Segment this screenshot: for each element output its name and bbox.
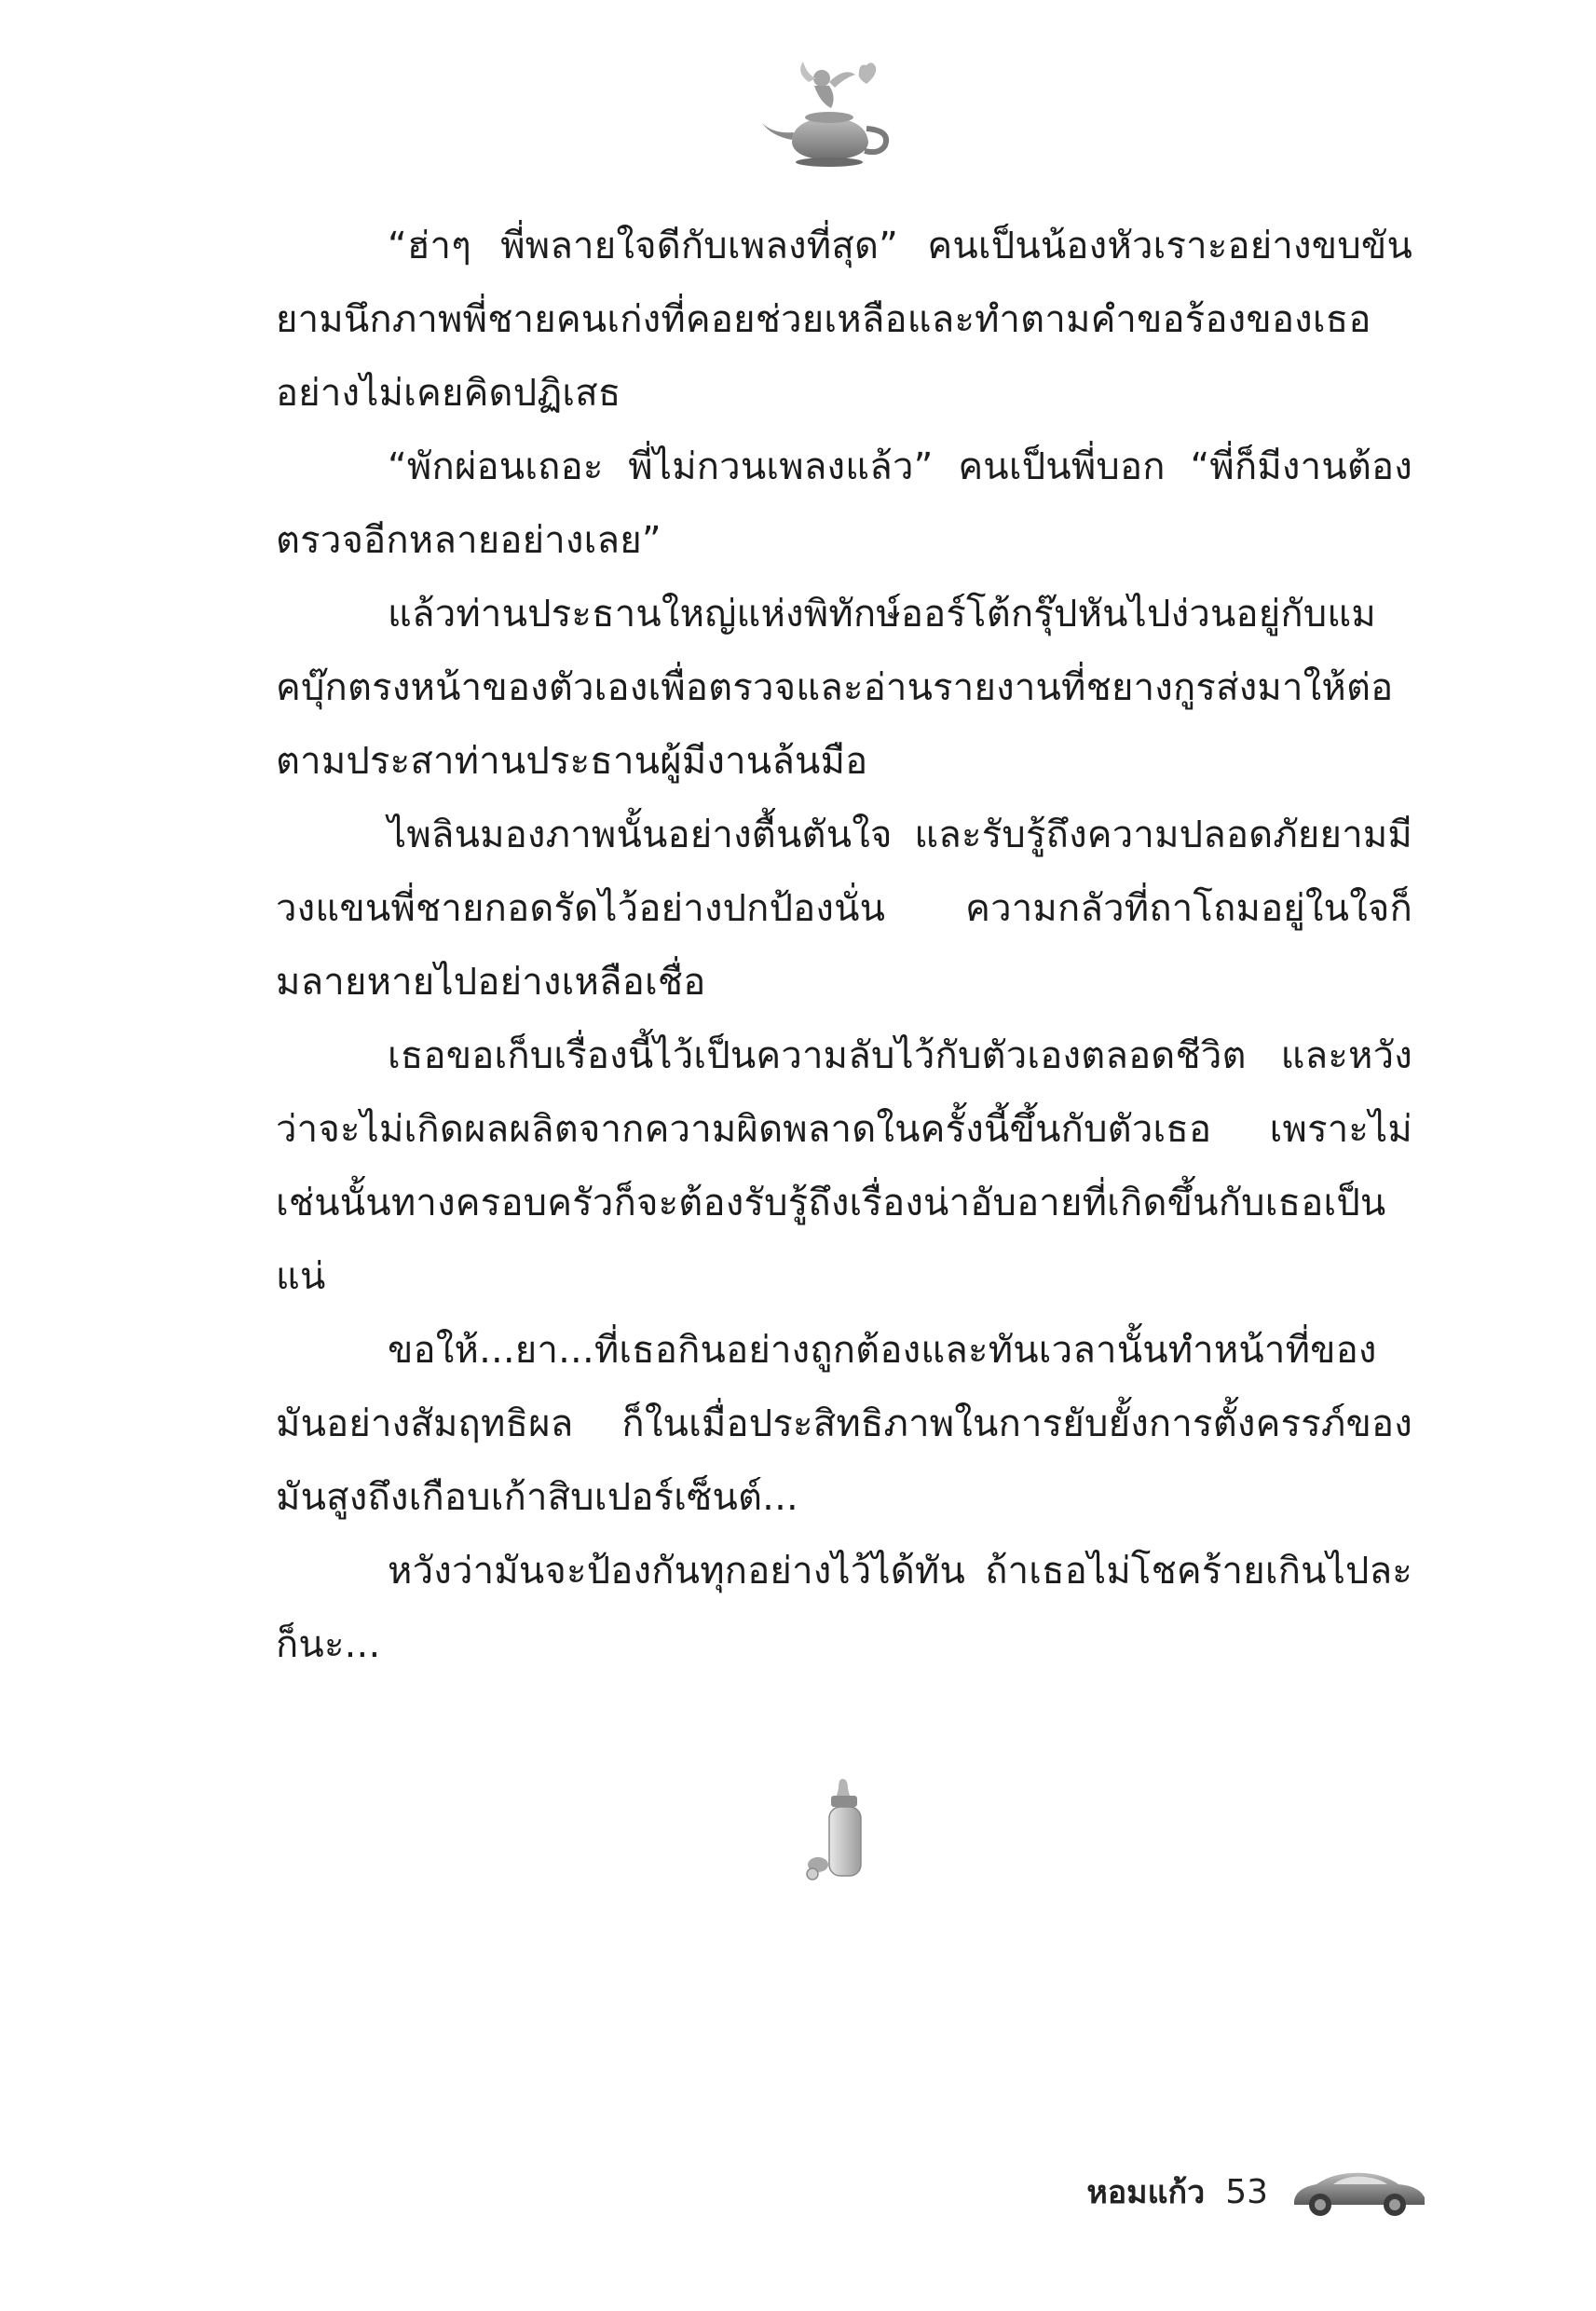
baby-bottle-icon (801, 1775, 885, 1887)
paragraph: “พักผ่อนเถอะ พี่ไม่กวนเพลงแล้ว” คนเป็นพี่บอก “พี่ก็มีงานต้องตรวจอีกหลายอย่างเลย” (276, 445, 1412, 562)
paragraph: “ฮ่าๆ พี่พลายใจดีกับเพลงที่สุด” คนเป็นน้องหัวเราะอย่างขบขัน ยามนึกภาพพี่ชายคนเก่งที่คอยช่วยเหลือและทำตามคำขอร้องของเธออย่างไม่เคยคิดปฏิเสธ (276, 225, 1412, 415)
paragraph: แล้วท่านประธานใหญ่แห่งพิทักษ์ออร์โต้กรุ๊ปหันไปง่วนอยู่กับแมคบุ๊กตรงหน้าของตัวเองเพื่อตรวจและอ่านรายงานที่ชยางกูรส่งมาให้ต่อ ตามประสาท่านประธานผู้มีงานล้นมือ (276, 593, 1394, 783)
page-number: 53 (1225, 2172, 1268, 2211)
paragraph: ไพลินมองภาพนั้นอย่างตื้นตันใจ และรับรู้ถึงความปลอดภัยยามมีวงแขนพี่ชายกอดรัดไว้อย่างปกป้องนั่น ความกลัวที่ถาโถมอยู่ในใจก็มลายหายไปอย่างเหลือเชื่อ (276, 814, 1412, 1004)
page-footer (1086, 2162, 1428, 2222)
paragraph: หวังว่ามันจะป้องกันทุกอย่างไว้ได้ทัน ถ้าเธอไม่โชคร้ายเกินไปละก็นะ... (276, 1550, 1412, 1666)
chapter-text (276, 210, 1412, 1682)
author-name: หอมแก้ว (1086, 2174, 1206, 2211)
paragraph: เธอขอเก็บเรื่องนี้ไว้เป็นความลับไว้กับตัวเองตลอดชีวิต และหวังว่าจะไม่เกิดผลผลิตจากความผิดพลาดในครั้งนี้ขึ้นกับตัวเธอ เพราะไม่เช่นนั้นทางครอบครัวก็จะต้องรับรู้ถึงเรื่องน่าอับอายที่เกิดขึ้นกับเธอเป็นแน่ (276, 1034, 1412, 1298)
car-icon (1289, 2162, 1428, 2222)
paragraph: ขอให้...ยา...ที่เธอกินอย่างถูกต้องและทันเวลานั้นทำหน้าที่ของมันอย่างสัมฤทธิผล ก็ในเมื่อประสิทธิภาพในการยับยั้งการตั้งครรภ์ของมันสูงถึงเกือบเก้าสิบเปอร์เซ็นต์... (276, 1329, 1412, 1519)
cupid-teapot-ornament-icon (755, 54, 904, 175)
